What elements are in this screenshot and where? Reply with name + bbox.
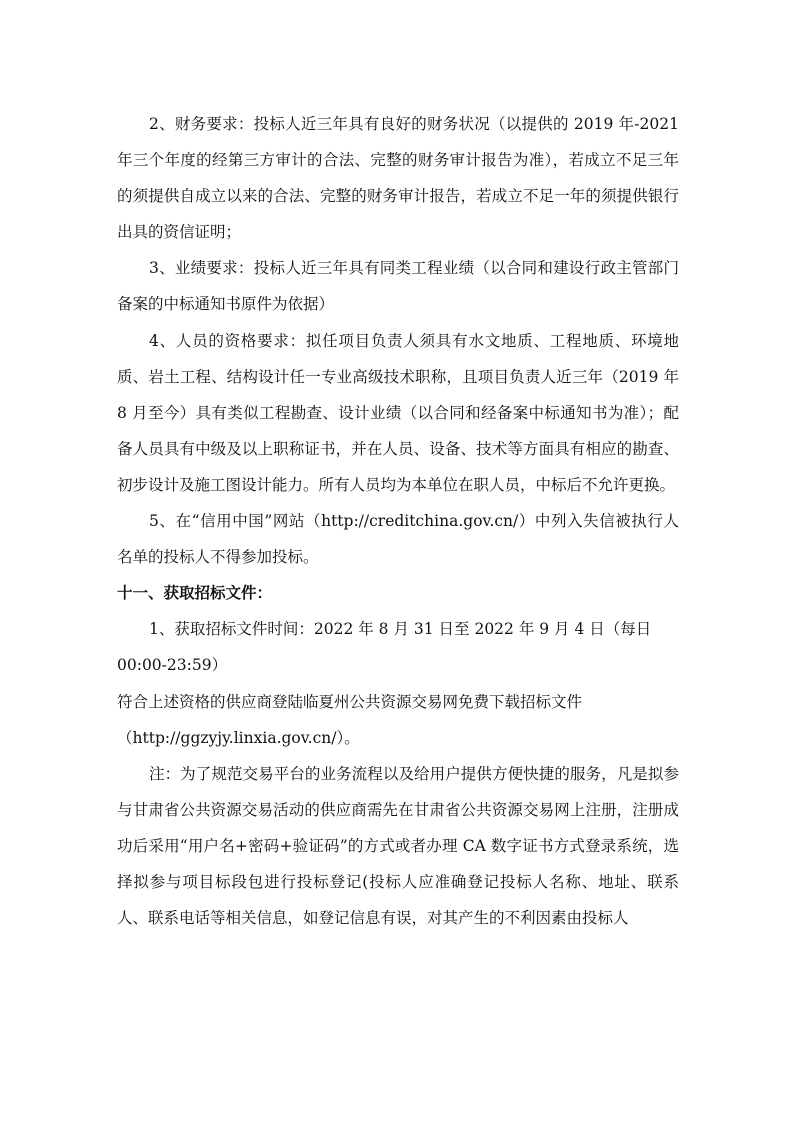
download-paragraph — [117, 684, 679, 756]
download-url-line: （http://ggzyjy.linxia.gov.cn/）。 — [117, 728, 360, 747]
obtain-time-line-2: 00:00-23:59） — [117, 656, 228, 675]
registration-note-paragraph: 注：为了规范交易平台的业务流程以及给用户提供方便快捷的服务，凡是拟参与甘肃省公共资源交易活动的供应商需先在甘肃省公共资源交易网上注册，注册成功后采用“用户名+密码+验证码”的方式或者办理 CA 数字证书方式登录系统，选择拟参与项目标段包进行投标登记(投标人应准确登记投标人名称、地址、联系人、联系电话等相关信息，如登记信息有误，对其产生的不利因素由投标人 — [117, 764, 679, 928]
download-line-1: 符合上述资格的供应商登陆临夏州公共资源交易网免费下载招标文件 — [117, 692, 583, 711]
section-heading: 十一、获取招标文件： — [117, 584, 273, 603]
credit-requirement-paragraph: 5、在“信用中国”网站（http://creditchina.gov.cn/）中列入失信被执行人名单的投标人不得参加投标。 — [117, 512, 679, 567]
financial-requirement-paragraph: 2、财务要求：投标人近三年具有良好的财务状况（以提供的 2019 年-2021 年三个年度的经第三方审计的合法、完整的财务审计报告为准），若成立不足三年的须提供自成立以来的合法、完整的财务审计报告，若成立不足一年的须提供银行出具的资信证明； — [117, 115, 679, 242]
obtain-time-paragraph — [117, 611, 679, 683]
performance-requirement-paragraph: 3、业绩要求：投标人近三年具有同类工程业绩（以合同和建设行政主管部门备案的中标通知书原件为依据） — [117, 259, 679, 314]
personnel-requirement-paragraph: 4、人员的资格要求：拟任项目负责人须具有水文地质、工程地质、环境地质、岩土工程、结构设计任一专业高级技术职称，且项目负责人近三年（2019 年 8 月至今）具有类似工程勘查、设计业绩（以合同和经备案中标通知书为准）；配备人员具有中级及以上职称证书，并在人员、设备、技术等方面具有相应的勘查、初步设计及施工图设计能力。所有人员均为本单位在职人员，中标后不允许更换。 — [117, 331, 679, 494]
obtain-time-line-1: 1、获取招标文件时间：2022 年 8 月 31 日至 2022 年 9 月 4 日（每日 — [149, 620, 652, 639]
document-body — [117, 106, 679, 936]
